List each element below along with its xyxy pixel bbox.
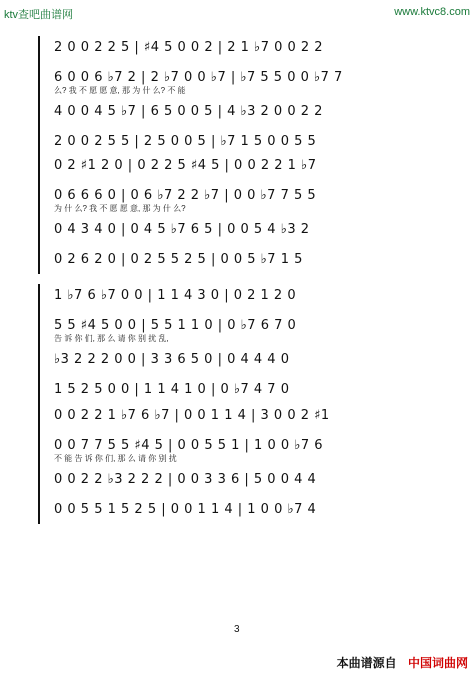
staff-row <box>48 312 438 343</box>
staff-row <box>48 246 438 274</box>
notes-line: 6 0 0 6 ♭7 2 | 2 ♭7 0 0 ♭7 | ♭7 5 5 0 0 ♭7 7 <box>54 70 343 85</box>
notes-line: 0 0 5 5 1 5 2 5 | 0 0 1 1 4 | 1 0 0 ♭7 4 <box>54 502 317 517</box>
page-number: 3 <box>234 624 240 635</box>
system-brace <box>38 404 48 524</box>
footer-site-link[interactable]: 中国词曲网 <box>407 656 468 670</box>
notes-line: 0 0 2 2 ♭3 2 2 2 | 0 0 3 3 6 | 5 0 0 4 4 <box>54 472 317 487</box>
notes-line: 0 0 7 7 5 5 ♯4 5 | 0 0 5 5 1 | 1 0 0 ♭7 6 <box>54 438 324 453</box>
footer <box>337 654 468 671</box>
staff-row <box>48 98 438 126</box>
notes-line: 0 2 ♯1 2 0 | 0 2 2 5 ♯4 5 | 0 0 2 2 1 ♭7 <box>54 158 317 173</box>
notes-line: 0 2 6 2 0 | 0 2 5 5 2 5 | 0 0 5 ♭7 1 5 <box>54 252 303 267</box>
staff-row <box>48 34 438 62</box>
staff-row <box>48 216 438 244</box>
staff-row <box>48 496 438 524</box>
lyric-line: 为 什 么? 我 不 愿 愿 意, 那 为 什 么? <box>54 204 186 213</box>
notes-line: ♭3 2 2 2 0 0 | 3 3 6 5 0 | 0 4 4 4 0 <box>54 352 290 367</box>
staff-row <box>48 182 438 213</box>
staff-row <box>48 432 438 463</box>
staff-row <box>48 376 438 404</box>
lyric-line: 告 诉 你 们, 那 么 请 你 别 扰 乱, <box>54 334 169 343</box>
notes-line: 1 5 2 5 0 0 | 1 1 4 1 0 | 0 ♭7 4 7 0 <box>54 382 290 397</box>
notes-line: 4 0 0 4 5 ♭7 | 6 5 0 0 5 | 4 ♭3 2 0 0 2 2 <box>54 104 323 119</box>
notes-line: 0 6 6 6 0 | 0 6 ♭7 2 2 ♭7 | 0 0 ♭7 7 5 5 <box>54 188 317 203</box>
site-header-left: ktv查吧曲谱网 <box>4 9 74 21</box>
staff-row <box>48 64 438 95</box>
notes-line: 5 5 ♯4 5 0 0 | 5 5 1 1 0 | 0 ♭7 6 7 0 <box>54 318 297 333</box>
site-header-right: www.ktvc8.com <box>394 6 470 18</box>
notes-line: 1 ♭7 6 ♭7 0 0 | 1 1 4 3 0 | 0 2 1 2 0 <box>54 288 297 303</box>
notes-line: 2 0 0 2 2 5 | ♯4 5 0 0 2 | 2 1 ♭7 0 0 2 2 <box>54 40 324 55</box>
system-brace <box>38 284 48 404</box>
notes-line: 2 0 0 2 5 5 | 2 5 0 0 5 | ♭7 1 5 0 0 5 5 <box>54 134 317 149</box>
staff-row <box>48 152 438 180</box>
system-brace <box>38 36 48 154</box>
staff-row <box>48 466 438 494</box>
lyric-line: 么? 我 不 愿 愿 意, 那 为 什 么? 不 能 <box>54 86 186 95</box>
staff-row <box>48 402 438 430</box>
notes-line: 0 4 3 4 0 | 0 4 5 ♭7 6 5 | 0 0 5 4 ♭3 2 <box>54 222 310 237</box>
footer-source-label: 本曲谱源自 <box>336 656 397 670</box>
lyric-line: 不 能 告 诉 你 们, 那 么 请 你 别 扰 <box>54 454 177 463</box>
staff-row <box>48 282 438 310</box>
notes-line: 0 0 2 2 1 ♭7 6 ♭7 | 0 0 1 1 4 | 3 0 0 2 ♯1 <box>54 408 330 423</box>
system-brace <box>38 154 48 274</box>
staff-row <box>48 346 438 374</box>
